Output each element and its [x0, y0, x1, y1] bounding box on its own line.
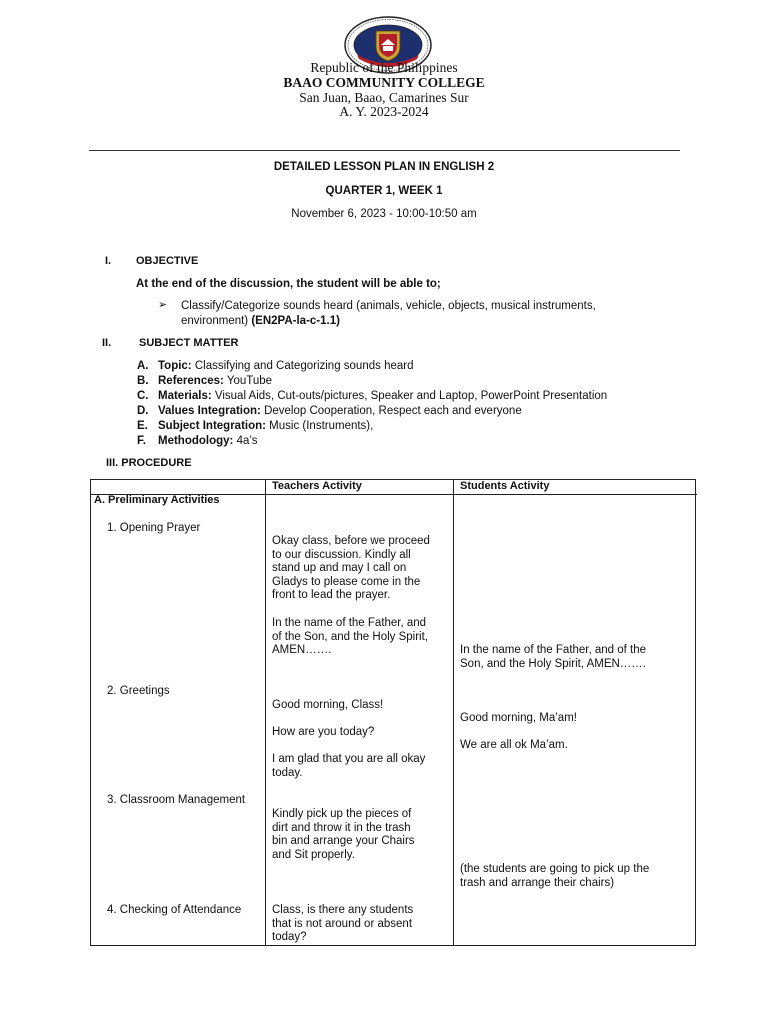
step-opening-prayer: 1. Opening Prayer: [107, 522, 201, 534]
subject-item-references: B. References: YouTube: [137, 375, 273, 387]
step-classroom-management: 3. Classroom Management: [107, 794, 246, 806]
col-header-student: Students Activity: [460, 480, 550, 492]
table-divider: [265, 480, 266, 945]
step-attendance: 4. Checking of Attendance: [107, 904, 242, 916]
procedure-heading: III. PROCEDURE: [106, 457, 192, 469]
teacher-glad: I am glad that you are all okay today.: [272, 753, 426, 779]
college-address: San Juan, Baao, Camarines Sur: [299, 90, 469, 105]
subject-item-materials: C. Materials: Visual Aids, Cut-outs/pictures, Speaker and Laptop, PowerPoint Presentation: [137, 390, 608, 402]
subject-item-values: D. Values Integration: Develop Cooperation, Respect each and everyone: [137, 405, 522, 417]
teacher-management: Kindly pick up the pieces of dirt and throw it in the trash bin and arrange your Chairs and Sit properly.: [272, 808, 415, 861]
subject-matter-heading: SUBJECT MATTER: [139, 337, 239, 349]
teacher-greeting: Good morning, Class!: [272, 699, 384, 711]
subject-item-integration: E. Subject Integration: Music (Instruments),: [137, 420, 374, 432]
col-header-teacher: Teachers Activity: [272, 480, 362, 492]
objective-bullet-line2: environment) (EN2PA-la-c-1.1): [181, 315, 340, 327]
header-divider: [89, 150, 680, 151]
student-management: (the students are going to pick up the trash and arrange their chairs): [460, 863, 650, 889]
quarter-week: QUARTER 1, WEEK 1: [325, 185, 443, 197]
objective-heading: OBJECTIVE: [136, 255, 199, 267]
teacher-prayer-intro: Okay class, before we proceed to our discussion. Kindly all stand up and may I call on Gladys to please come in the front to lead the prayer.: [272, 535, 430, 601]
competency-code: (EN2PA-la-c-1.1): [251, 315, 340, 327]
step-greetings: 2. Greetings: [107, 685, 170, 697]
college-name: BAAO COMMUNITY COLLEGE: [283, 75, 485, 90]
table-divider: [453, 480, 454, 945]
arrow-bullet-icon: ➢: [158, 299, 168, 311]
student-prayer: In the name of the Father, and of the Son, and the Holy Spirit, AMEN…….: [460, 644, 647, 670]
preliminary-activities-label: A. Preliminary Activities: [94, 494, 220, 506]
procedure-table: [90, 479, 696, 946]
subject-matter-numeral: II.: [102, 337, 112, 349]
subject-item-topic: A. Topic: Classifying and Categorizing sounds heard: [137, 360, 414, 372]
objective-numeral: I.: [105, 255, 112, 267]
subject-item-methodology: F. Methodology: 4a’s: [137, 435, 258, 447]
student-greeting: Good morning, Ma’am!: [460, 712, 577, 724]
objective-intro: At the end of the discussion, the student will be able to;: [136, 278, 441, 290]
teacher-attendance: Class, is there any students that is not around or absent today?: [272, 904, 414, 943]
objective-bullet-line1: Classify/Categorize sounds heard (animals, vehicle, objects, musical instruments,: [181, 300, 596, 312]
lesson-date: November 6, 2023 - 10:00-10:50 am: [291, 208, 477, 220]
country-line: Republic of the Philippines: [310, 60, 458, 75]
teacher-how-are-you: How are you today?: [272, 726, 375, 738]
student-response: We are all ok Ma’am.: [460, 739, 568, 751]
lesson-plan-title: DETAILED LESSON PLAN IN ENGLISH 2: [273, 161, 495, 173]
teacher-prayer-text: In the name of the Father, and of the Son, and the Holy Spirit, AMEN…….: [272, 617, 428, 656]
academic-year: A. Y. 2023-2024: [339, 104, 429, 119]
